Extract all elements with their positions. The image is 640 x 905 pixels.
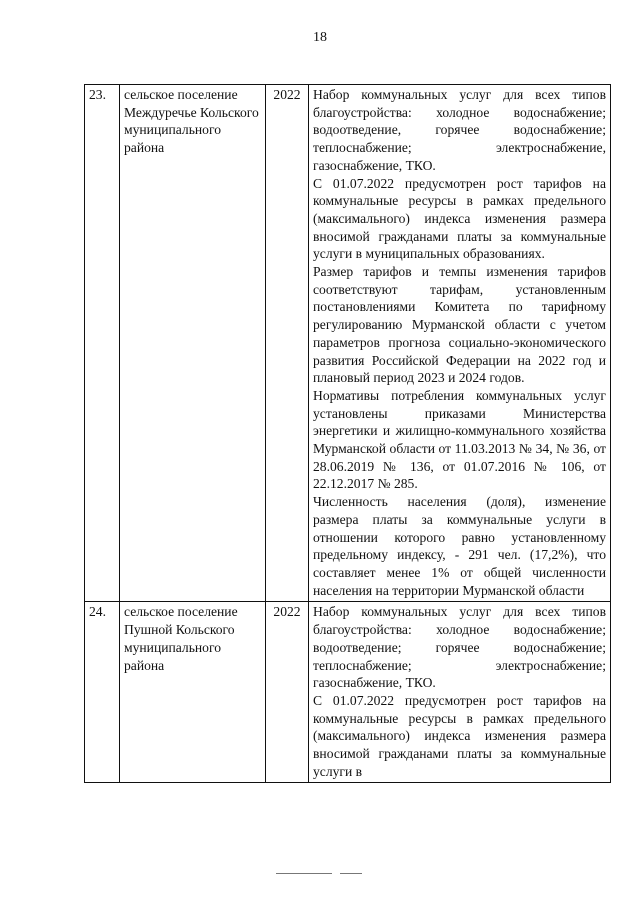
row-number: 23. [85, 85, 120, 602]
year-cell: 2022 [266, 602, 309, 783]
description-paragraph: Размер тарифов и темпы изменения тарифов соответствуют тарифам, установленным постановлениями Комитета по тарифному регулированию Мурманской области с учетом параметров прогноза социально-экономического развития Российской Федерации на 2022 год и плановый период 2023 и 2024 годов. [313, 264, 606, 386]
tariff-table [84, 84, 611, 783]
description-cell [309, 602, 611, 783]
table-row [85, 85, 611, 602]
table-row [85, 602, 611, 783]
row-number: 24. [85, 602, 120, 783]
year-cell: 2022 [266, 85, 309, 602]
description-paragraph: С 01.07.2022 предусмотрен рост тарифов на коммунальные ресурсы в рамках предельного (максимального) индекса изменения размера вносимой гражданами платы за коммунальные услуги в муниципальных образованиях. [313, 175, 606, 262]
description-paragraph: С 01.07.2022 предусмотрен рост тарифов на коммунальные ресурсы в рамках предельного (максимального) индекса изменения размера вносимой гражданами платы за коммунальные услуги в [313, 692, 606, 779]
description-cell [309, 85, 611, 602]
description-paragraph: Нормативы потребления коммунальных услуг установлены приказами Министерства энергетики и жилищно-коммунального хозяйства Мурманской области от 11.03.2013 № 34, № 36, от 28.06.2019 № 136, от 01.07.2016 № 106, от 22.12.2017 № 285. [313, 387, 606, 492]
page-number: 18 [313, 30, 327, 45]
settlement-name: сельское поселение Междуречье Кольского муниципального района [120, 85, 266, 602]
settlement-name: сельское поселение Пушной Кольского муниципального района [120, 602, 266, 783]
description-paragraph: Набор коммунальных услуг для всех типов благоустройства: холодное водоснабжение; водоотведение, горячее водоснабжение; теплоснабжение; электроснабжение, газоснабжение, ТКО. [313, 87, 606, 173]
footer-rule [340, 873, 362, 874]
footer-rule [276, 873, 332, 874]
description-paragraph: Набор коммунальных услуг для всех типов благоустройства: холодное водоснабжение; водоотведение; горячее водоснабжение; теплоснабжение; электроснабжение; газоснабжение, ТКО. [313, 604, 606, 691]
description-paragraph: Численность населения (доля), изменение размера платы за коммунальные услуги в отношении которого равно установленному предельному индексу, - 291 чел. (17,2%), что составляет менее 1% от общей численности населения на территории Мурманской области [313, 494, 606, 598]
